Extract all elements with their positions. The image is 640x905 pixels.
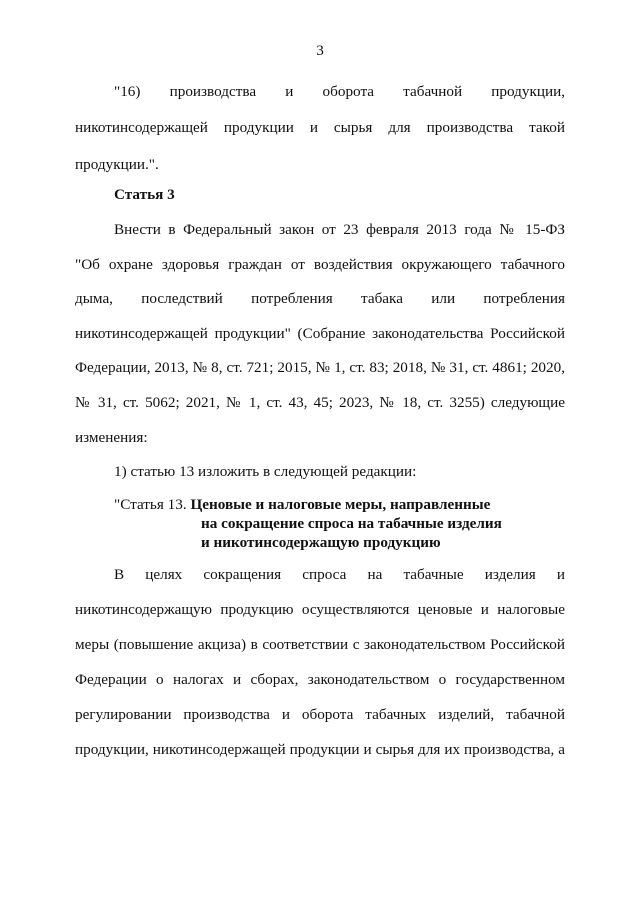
article3-p3-line-2: никотинсодержащую продукцию осуществляются ценовые и налоговые: [75, 601, 565, 618]
article3-p3-line-6: продукции, никотинсодержащей продукции и сырья для их производства, а: [75, 741, 565, 758]
article3-p3-line-5: регулировании производства и оборота табачных изделий, табачной: [75, 706, 565, 723]
article3-p1-line-1: Внести в Федеральный закон от 23 февраля 2013 года № 15-ФЗ: [114, 221, 565, 238]
article3-p3-line-3: меры (повышение акциза) в соответствии с законодательством Российской: [75, 636, 565, 653]
article3-p3-line-1: В целях сокращения спроса на табачные изделия и: [114, 566, 565, 583]
article3-p1-line-2: "Об охране здоровья граждан от воздействия окружающего табачного: [75, 256, 565, 273]
article3-p1-line-4: никотинсодержащей продукции" (Собрание законодательства Российской: [75, 325, 565, 342]
item16-line-3: продукции.".: [75, 156, 159, 173]
article3-p1-line-3: дыма, последствий потребления табака или потребления: [75, 290, 565, 307]
article13-title-line-3: и никотинсодержащую продукцию: [201, 534, 441, 551]
article3-p1-line-5: Федерации, 2013, № 8, ст. 721; 2015, № 1, ст. 83; 2018, № 31, ст. 4861; 2020,: [75, 359, 565, 376]
article3-p1-line-7: изменения:: [75, 429, 148, 446]
article3-p3-line-4: Федерации о налогах и сборах, законодательством о государственном: [75, 671, 565, 688]
article13-title-line-1: Ценовые и налоговые меры, направленные: [190, 496, 491, 513]
article13-title-line-2: на сокращение спроса на табачные изделия: [201, 515, 502, 532]
item16-line-2: никотинсодержащей продукции и сырья для производства такой: [75, 119, 565, 136]
article13-heading-line-1: [114, 495, 490, 514]
article3-p1-line-6: № 31, ст. 5062; 2021, № 1, ст. 43, 45; 2023, № 18, ст. 3255) следующие: [75, 394, 565, 411]
item16-line-1: "16) производства и оборота табачной продукции,: [114, 83, 565, 100]
article3-p2: 1) статью 13 изложить в следующей редакции:: [114, 463, 417, 480]
article13-prefix: "Статья 13.: [114, 496, 187, 513]
page-number: 3: [316, 42, 324, 59]
article3-heading: Статья 3: [114, 186, 175, 203]
article13-heading-block: [114, 495, 502, 551]
